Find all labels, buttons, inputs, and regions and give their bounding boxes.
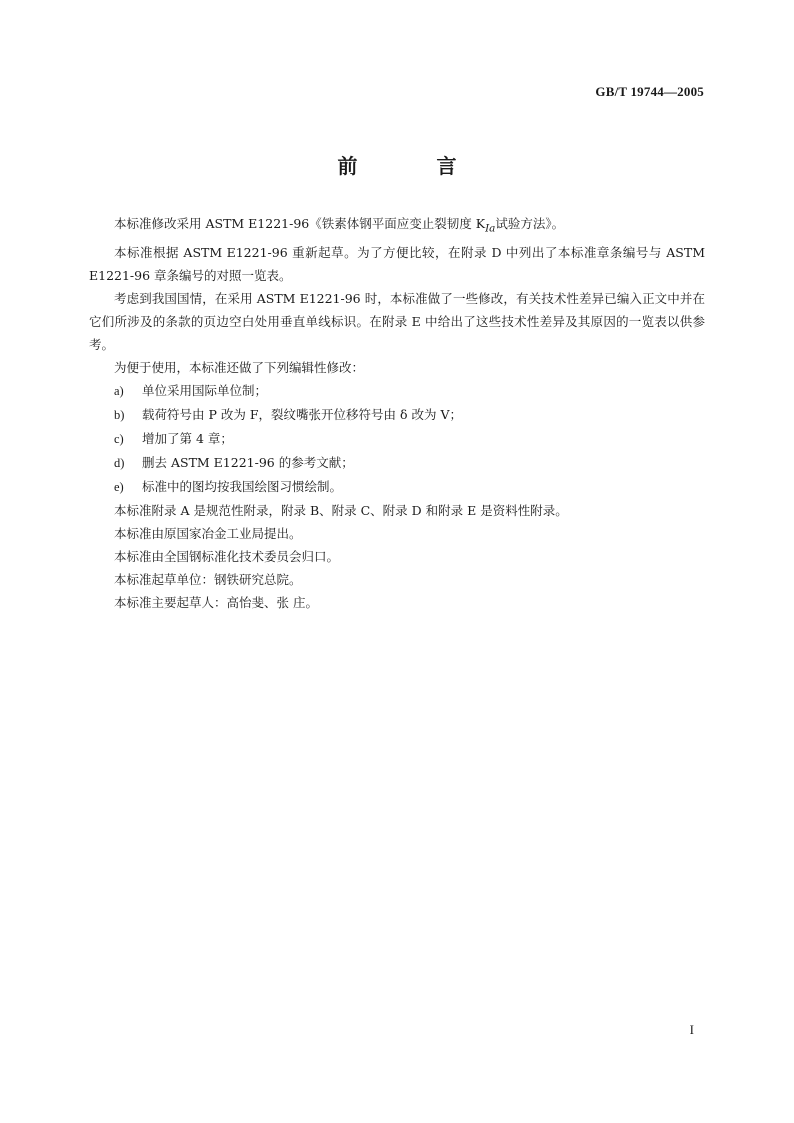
paragraph-centralized: 本标准由全国钢标准化技术委员会归口。 <box>114 548 340 564</box>
list-item <box>89 451 705 475</box>
foreword-body <box>89 212 705 614</box>
paragraph-proposer: 本标准由原国家冶金工业局提出。 <box>114 525 302 541</box>
paragraph-adoption-end: 试验方法》。 <box>495 216 565 231</box>
paragraph-modifications: 考虑到我国国情，在采用 ASTM E1221-96 时，本标准做了一些修改，有关技术性差异已编入正文中并在它们所涉及的条款的页边空白处用垂直单线标识。在附录 E 中给出了这些技术性差异及其原因的一览表以供参考。 <box>89 290 705 352</box>
page-title: 前 言 <box>337 154 493 178</box>
paragraph-drafters: 本标准主要起草人：高怡斐、张 庄。 <box>114 594 318 610</box>
list-item-text: 载荷符号由 P 改为 F，裂纹嘴张开位移符号由 δ 改为 V； <box>142 406 462 422</box>
list-item-mark: e) <box>114 479 124 494</box>
paragraph-adoption-text: 本标准修改采用 ASTM E1221-96《铁素体钢平面应变止裂韧度 K <box>114 216 486 231</box>
list-item-text: 标准中的图均按我国绘图习惯绘制。 <box>142 478 343 494</box>
subscript-ia: Ia <box>485 222 496 235</box>
list-item-mark: d) <box>114 455 125 470</box>
page-number: I <box>689 1022 694 1037</box>
list-item <box>89 379 705 403</box>
list-item-mark: a) <box>114 383 124 398</box>
list-item-text: 增加了第 4 章； <box>142 430 233 446</box>
paragraph-drafting-unit: 本标准起草单位：钢铁研究总院。 <box>114 571 302 587</box>
paragraph-redraft: 本标准根据 ASTM E1221-96 重新起草。为了方便比较，在附录 D 中列出了本标准章条编号与 ASTM E1221-96 章条编号的对照一览表。 <box>89 244 705 283</box>
list-item-text: 删去 ASTM E1221-96 的参考文献； <box>142 454 354 470</box>
standard-code: GB/T 19744—2005 <box>595 84 704 99</box>
list-item-mark: c) <box>114 431 124 446</box>
list-item-text: 单位采用国际单位制； <box>142 382 268 398</box>
list-item <box>89 427 705 451</box>
paragraph-annex: 本标准附录 A 是规范性附录，附录 B、附录 C、附录 D 和附录 E 是资料性附录。 <box>114 502 568 518</box>
list-item-mark: b) <box>114 407 125 422</box>
paragraph-adoption <box>89 212 705 241</box>
list-item <box>89 475 705 499</box>
paragraph-editorial-intro: 为便于使用，本标准还做了下列编辑性修改： <box>114 359 365 375</box>
list-item <box>89 403 705 427</box>
